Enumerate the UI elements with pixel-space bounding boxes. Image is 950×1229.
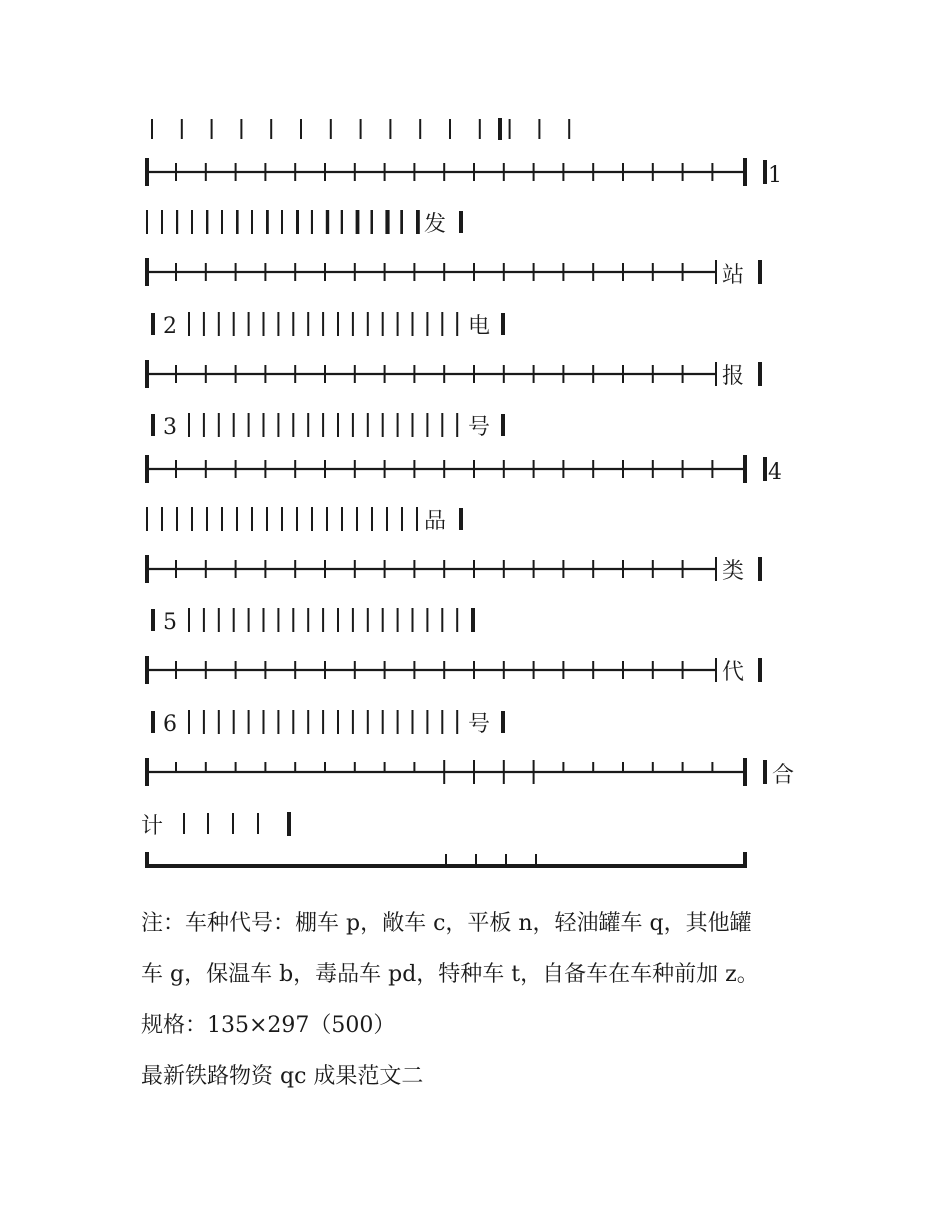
telegram-label-char1: 电 <box>468 314 491 339</box>
row-number-5: 5 <box>163 610 177 635</box>
code-label-char2: 号 <box>468 712 491 737</box>
car-type-code-note-line2: 车 g，保温车 b，毒品车 pd，特种车 t，自备车在车种前加 z。 <box>141 962 759 987</box>
origin-label-char1: 发 <box>424 212 447 237</box>
row-number-6: 6 <box>163 712 177 737</box>
specification-line: 规格：135×297（500） <box>141 1013 396 1038</box>
telegram-label-char2: 报 <box>722 364 745 389</box>
category-label-char1: 品 <box>424 509 447 534</box>
row-number-4: 4 <box>768 460 782 485</box>
notes-section <box>141 898 841 1102</box>
row-number-1: 1 <box>768 163 782 188</box>
car-type-code-note-line1: 注：车种代号：棚车 p，敞车 c，平板 n，轻油罐车 q，其他罐 <box>141 911 752 936</box>
row-number-3: 3 <box>163 415 177 440</box>
telegram-label-char3: 号 <box>468 415 491 440</box>
total-label-char1: 合 <box>772 763 795 788</box>
origin-label-char2: 站 <box>722 263 745 288</box>
code-label-char1: 代 <box>722 660 745 685</box>
total-label-char2: 计 <box>141 814 164 839</box>
row-number-2: 2 <box>163 314 177 339</box>
footer-title: 最新铁路物资 qc 成果范文二 <box>141 1064 424 1089</box>
grid-lines <box>147 118 765 868</box>
category-label-char2: 类 <box>722 559 745 584</box>
